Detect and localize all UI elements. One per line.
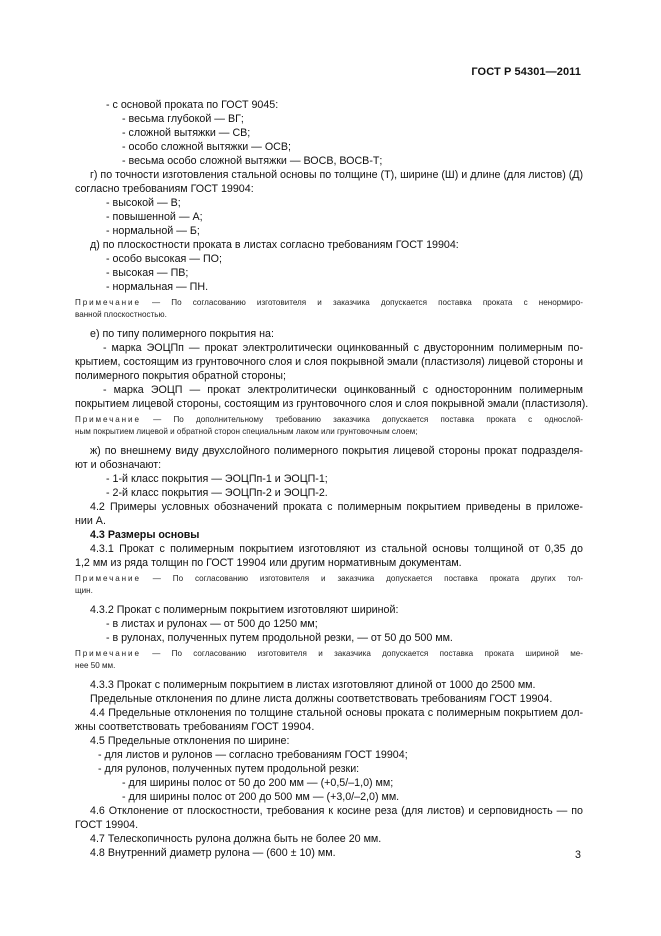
text-line: ют и обозначают: — [75, 459, 162, 471]
text-line: ж) по внешнему виду двухслойного полимерного покрытия лицевой стороны прокат подразделя- — [90, 445, 583, 457]
note-text: — По дополнительному требованию заказчика допускается поставка проката с однослой- — [153, 415, 583, 424]
note-continuation: ванной плоскостностью. — [75, 310, 167, 319]
list-item: - для ширины полос от 200 до 500 мм — (+3,0/–2,0) мм. — [122, 791, 400, 803]
note-label: Примечание — [75, 298, 141, 307]
list-item: - нормальная — ПН. — [106, 281, 209, 293]
list-item: - в рулонах, полученных путем продольной резки, — от 50 до 500 мм. — [106, 632, 453, 644]
text-line: 4.4 Предельные отклонения по толщине стальной основы проката с полимерным покрытием дол- — [90, 707, 583, 719]
note — [75, 297, 583, 309]
text-line: Предельные отклонения по длине листа должны соответствовать требованиям ГОСТ 19904. — [90, 693, 553, 705]
list-item: - в листах и рулонах — от 500 до 1250 мм; — [106, 618, 318, 630]
list-item: - весьма особо сложной вытяжки — ВОСВ, ВОСВ-Т; — [122, 155, 383, 167]
list-item: - для листов и рулонов — согласно требованиям ГОСТ 19904; — [98, 749, 408, 761]
text-line: г) по точности изготовления стальной основы по толщине (Т), ширине (Ш) и длине (для листов) (Д) — [90, 169, 584, 181]
text-line: нии А. — [75, 515, 106, 527]
text-line: 4.5 Предельные отклонения по ширине: — [90, 735, 290, 747]
text-line: - с основой проката по ГОСТ 9045: — [106, 99, 279, 111]
list-item: - весьма глубокой — ВГ; — [122, 113, 244, 125]
note-continuation: нее 50 мм. — [75, 661, 116, 670]
note-continuation: ным покрытием лицевой и обратной сторон специальным лаком или грунтовочным слоем; — [75, 427, 418, 436]
text-line: - марка ЭОЦПп — прокат электролитически оцинкованный с двусторонним полимерным по- — [103, 342, 583, 354]
note-text: — По согласованию изготовителя и заказчика допускается поставка проката с ненормиро- — [152, 298, 583, 307]
note — [75, 414, 583, 426]
list-item: - высокая — ПВ; — [106, 267, 189, 279]
page-number: 3 — [575, 849, 581, 861]
text-line: д) по плоскостности проката в листах согласно требованиям ГОСТ 19904: — [90, 239, 459, 251]
text-line: полимерного покрытия обратной стороны; — [75, 370, 286, 382]
list-item: - повышенной — А; — [106, 211, 203, 223]
list-item: - 2-й класс покрытия — ЭОЦПп-2 и ЭОЦП-2. — [106, 487, 328, 499]
list-item: - 1-й класс покрытия — ЭОЦПп-1 и ЭОЦП-1; — [106, 473, 328, 485]
text-line: ГОСТ 19904. — [75, 819, 139, 831]
text-line: 4.3.1 Прокат с полимерным покрытием изготовляют из стальной основы толщиной от 0,35 до — [90, 543, 583, 555]
text-line: жны соответствовать требованиям ГОСТ 19904. — [75, 721, 315, 733]
text-line: 4.8 Внутренний диаметр рулона — (600 ± 10) мм. — [90, 847, 336, 859]
note-label: Примечание — [75, 415, 141, 424]
list-item: - нормальной — Б; — [106, 225, 200, 237]
text-line: е) по типу полимерного покрытия на: — [90, 328, 274, 340]
list-item: - особо сложной вытяжки — ОСВ; — [122, 141, 291, 153]
list-item: - сложной вытяжки — СВ; — [122, 127, 251, 139]
document-header: ГОСТ Р 54301—2011 — [471, 66, 581, 78]
note-text: — По согласованию изготовителя и заказчика допускается поставка проката других тол- — [152, 574, 583, 583]
text-line: 1,2 мм из ряда толщин по ГОСТ 19904 или другим нормативным документам. — [75, 557, 462, 569]
text-line: согласно требованиям ГОСТ 19904: — [75, 183, 254, 195]
text-line: покрытием лицевой стороны, состоящим из грунтовочного слоя и слоя покрывной эмали (пластизоля). — [75, 398, 589, 410]
note-label: Примечание — [75, 649, 141, 658]
note — [75, 648, 583, 660]
text-line: 4.2 Примеры условных обозначений проката с полимерным покрытием приведены в приложе- — [90, 501, 583, 513]
note-continuation: щин. — [75, 586, 93, 595]
text-line: 4.3.3 Прокат с полимерным покрытием в листах изготовляют длиной от 1000 до 2500 мм. — [90, 679, 536, 691]
text-line: 4.7 Телескопичность рулона должна быть не более 20 мм. — [90, 833, 382, 845]
text-line: 4.6 Отклонение от плоскостности, требования к косине реза (для листов) и серповидность — по — [90, 805, 583, 817]
text-line: - марка ЭОЦП — прокат электролитически оцинкованный с односторонним полимерным — [103, 384, 583, 396]
list-item: - для ширины полос от 50 до 200 мм — (+0,5/–1,0) мм; — [122, 777, 394, 789]
text-line: крытием, состоящим из грунтовочного слоя и слоя покрывной эмали (пластизоля) лицевой стороны и — [75, 356, 583, 368]
note-text: — По согласованию изготовителя и заказчика допускается поставка проката шириной ме- — [152, 649, 583, 658]
note — [75, 573, 583, 585]
text-line: 4.3.2 Прокат с полимерным покрытием изготовляют шириной: — [90, 604, 399, 616]
list-item: - для рулонов, полученных путем продольной резки: — [98, 763, 360, 775]
list-item: - особо высокая — ПО; — [106, 253, 222, 265]
note-label: Примечание — [75, 574, 141, 583]
list-item: - высокой — В; — [106, 197, 181, 209]
section-heading: 4.3 Размеры основы — [90, 529, 200, 541]
